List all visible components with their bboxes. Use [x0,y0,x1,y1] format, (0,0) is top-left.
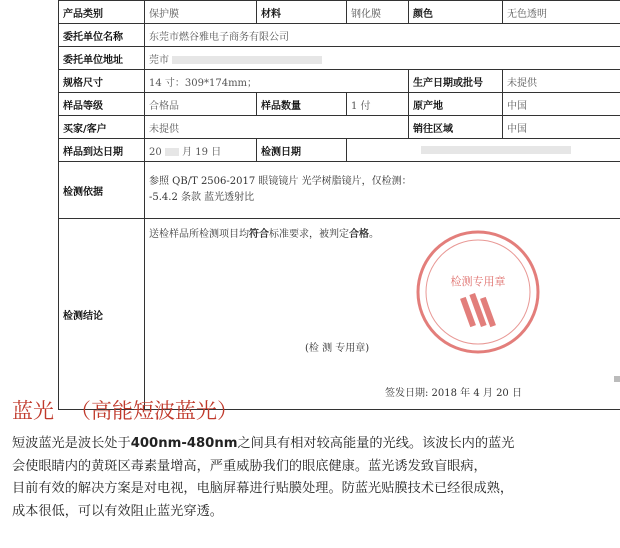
value-client-address [145,47,620,70]
value-material: 钢化膜 [347,1,409,24]
basis-line-1: 参照 QB/T 2506-2017 眼镜镜片 光学树脂镜片，仅检测： [149,176,412,187]
value-sample-grade: 合格品 [145,93,257,116]
row-grade [59,93,620,116]
label-size: 规格尺寸 [59,70,145,93]
blue-light-body [12,433,612,523]
label-conclusion: 检测结论 [59,219,145,410]
label-sales-region: 销往区域 [409,116,503,139]
value-buyer: 未提供 [145,116,409,139]
conclusion-pre: 送检样品所检测项目均 [149,229,249,240]
value-production-date: 未提供 [503,70,620,93]
value-size: 14 寸：309*174mm； [145,70,409,93]
seal-note: (检 测 专用章) [305,343,370,354]
value-conclusion [145,219,620,410]
row-dates [59,139,620,162]
body-line-1 [12,436,514,451]
line1-pre: 短波蓝光是波长处于 [12,436,131,451]
wavelength-range: 400nm-480nm [130,436,238,451]
label-product-category: 产品类别 [59,1,145,24]
conclusion-qualified: 合格 [349,229,369,240]
test-report [58,0,620,399]
address-visible-text: 莞市 [149,54,169,66]
row-test-basis [59,162,620,219]
label-material: 材料 [257,1,347,24]
value-test-basis [145,162,620,219]
conclusion-text [149,225,379,240]
body-line-2: 会使眼睛内的黄斑区毒素量增高，严重威胁我们的眼底健康。蓝光诱发致盲眼病， [12,458,487,474]
conclusion-pass: 符合 [249,229,269,240]
row-client-name [59,24,620,47]
body-line-4: 成本很低，可以有效阻止蓝光穿透。 [12,503,223,519]
label-color: 颜色 [409,1,503,24]
conclusion-mid: 标准要求，被判定 [269,229,349,240]
label-arrival-date: 样品到达日期 [59,139,145,162]
blue-light-subtitle: （高能短波蓝光） [70,399,238,423]
basis-line-2: -5.4.2 条款 蓝光透射比 [149,192,255,203]
value-arrival-date [145,139,257,162]
line1-post: 之间具有相对较高能量的光线。该波长内的蓝光 [237,436,515,451]
value-sales-region: 中国 [503,116,620,139]
label-origin: 原产地 [409,93,503,116]
label-buyer: 买家/客户 [59,116,145,139]
label-client-name: 委托单位名称 [59,24,145,47]
label-production-date: 生产日期或批号 [409,70,503,93]
blue-light-title: 蓝光 [12,399,54,423]
label-test-date: 检测日期 [257,139,347,162]
value-sample-quantity: 1 付 [347,93,409,116]
row-category [59,1,620,24]
label-sample-grade: 样品等级 [59,93,145,116]
blue-light-heading [12,395,612,425]
row-conclusion [59,219,620,410]
row-buyer [59,116,620,139]
scroll-marker [614,376,620,382]
seal-emblem [460,293,496,327]
arrival-year: 20 [149,146,162,158]
label-sample-quantity: 样品数量 [257,93,347,116]
blue-light-section [12,395,612,523]
body-line-3: 目前有效的解决方案是对电视，电脑屏幕进行贴膜处理。防蓝光贴膜技术已经很成熟， [12,481,514,496]
seal-text: 检测专用章 [450,275,506,288]
label-client-address: 委托单位地址 [59,47,145,70]
value-client-name: 东莞市燃谷雅电子商务有限公司 [145,24,620,47]
redaction-mark [421,146,571,154]
conclusion-end: 。 [369,229,379,240]
row-client-address [59,47,620,70]
redaction-mark [165,148,179,156]
value-product-category: 保护膜 [145,1,257,24]
inspection-seal [413,227,543,357]
value-test-date [347,139,620,162]
value-color: 无色透明 [503,1,620,24]
label-test-basis: 检测依据 [59,162,145,219]
value-origin: 中国 [503,93,620,116]
sign-date: 签发日期: 2018 年 4 月 20 日 [385,388,522,399]
redaction-mark [172,56,322,64]
arrival-day: 月 19 日 [182,146,222,158]
report-table [58,0,620,410]
row-size [59,70,620,93]
